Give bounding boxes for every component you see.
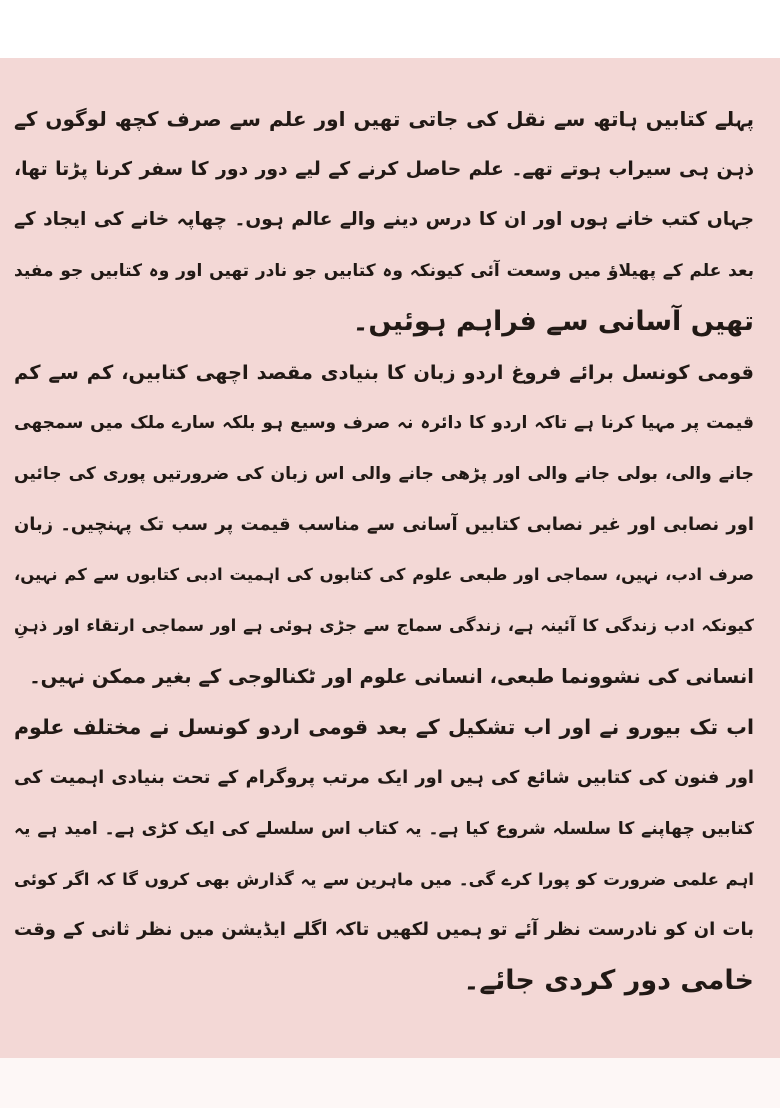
text-line: کیونکہ ادب زندگی کا آئینہ ہے، زندگی سماج سے جڑی ہوئی ہے اور سماجی ارتقاء اور ذہنِ	[14, 616, 754, 636]
text-line: صرف ادب، نہیں، سماجی اور طبعی علوم کی کتابوں کی اہمیت ادبی کتابوں سے کم نہیں،	[14, 565, 754, 585]
text-line: خامی دور کردی جائے۔	[463, 964, 754, 996]
text-line: انسانی کی نشوونما طبعی، انسانی علوم اور ٹکنالوجی کے بغیر ممکن نہیں۔	[29, 664, 754, 688]
book-page	[0, 58, 780, 1058]
text-line: بات ان کو نادرست نظر آئے تو ہمیں لکھیں تاکہ اگلے ایڈیشن میں نظر ثانی کے وقت	[14, 919, 754, 941]
text-line: اب تک بیورو نے اور اب تشکیل کے بعد قومی اردو کونسل نے مختلف علوم	[14, 715, 754, 740]
text-line: اہم علمی ضرورت کو پورا کرے گی۔ میں ماہرین سے یہ گذارش بھی کروں گا کہ اگر کوئی	[14, 869, 754, 889]
urdu-text-block	[14, 94, 754, 1007]
text-line: قومی کونسل برائے فروغ اردو زبان کا بنیادی مقصد اچھی کتابیں، کم سے کم	[14, 360, 754, 384]
text-line: جانے والی، بولی جانے والی اور پڑھی جانے والی اس زبان کی ضرورتیں پوری کی جائیں	[14, 463, 754, 484]
text-line: قیمت پر مہیا کرنا ہے تاکہ اردو کا دائرہ نہ صرف وسیع ہو بلکہ سارے ملک میں سمجھی	[14, 413, 754, 434]
paragraph-1	[14, 94, 754, 348]
text-line: ذہن ہی سیراب ہوتے تھے۔ علم حاصل کرنے کے لیے دور دور کا سفر کرنا پڑتا تھا،	[14, 158, 754, 180]
text-line: بعد علم کے پھیلاؤ میں وسعت آئی کیونکہ وہ کتابیں جو نادر تھیں اور وہ کتابیں جو مفید	[14, 261, 754, 282]
text-line: تھیں آسانی سے فراہم ہوئیں۔	[352, 305, 754, 337]
text-line: پہلے کتابیں ہاتھ سے نقل کی جاتی تھیں اور علم سے صرف کچھ لوگوں کے	[14, 107, 754, 131]
text-line: کتابیں چھاپنے کا سلسلہ شروع کیا ہے۔ یہ کتاب اس سلسلے کی ایک کڑی ہے۔ امید ہے یہ	[14, 818, 754, 839]
page-bottom-margin	[0, 1058, 780, 1108]
text-line: جہاں کتب خانے ہوں اور ان کا درس دینے والے عالم ہوں۔ چھاپہ خانے کی ایجاد کے	[14, 209, 754, 231]
text-line: اور نصابی اور غیر نصابی کتابیں آسانی سے مناسب قیمت پر سب تک پہنچیں۔ زبان	[14, 513, 754, 535]
paragraph-2	[14, 348, 754, 703]
paragraph-3	[14, 702, 754, 1006]
text-line: اور فنون کی کتابیں شائع کی ہیں اور ایک مرتب پروگرام کے تحت بنیادی اہمیت کی	[14, 767, 754, 789]
